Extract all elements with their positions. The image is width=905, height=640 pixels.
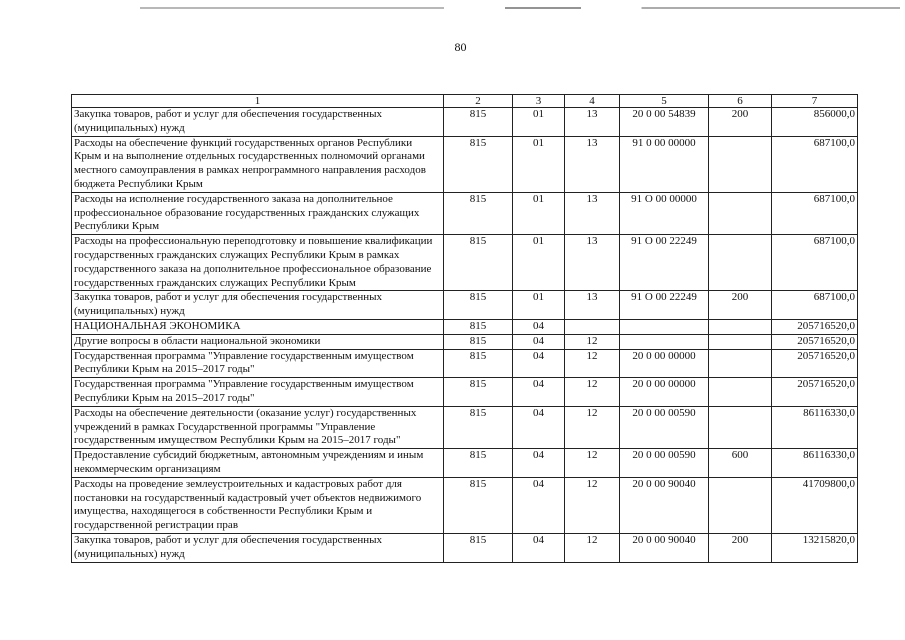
table-row: [72, 108, 858, 137]
row-name-cell: Закупка товаров, работ и услуг для обеспечения государственных (муниципальных) нужд: [72, 291, 444, 320]
amount-cell: 856000,0: [772, 108, 858, 137]
subsection-code-cell: 13: [565, 291, 620, 320]
section-code-cell: 04: [513, 533, 565, 562]
table-row: [72, 136, 858, 192]
subsection-code-cell: [565, 319, 620, 334]
table-row: [72, 319, 858, 334]
ministry-code-cell: 815: [444, 291, 513, 320]
amount-cell: 86116330,0: [772, 406, 858, 448]
amount-cell: 687100,0: [772, 192, 858, 234]
ministry-code-cell: 815: [444, 406, 513, 448]
target-article-cell: 91 О 00 22249: [620, 235, 709, 291]
subsection-code-cell: 13: [565, 235, 620, 291]
column-header: 6: [709, 95, 772, 108]
target-article-cell: 20 0 00 54839: [620, 108, 709, 137]
row-name-cell: Закупка товаров, работ и услуг для обеспечения государственных (муниципальных) нужд: [72, 108, 444, 137]
expense-type-cell: [709, 319, 772, 334]
subsection-code-cell: 13: [565, 136, 620, 192]
amount-cell: 13215820,0: [772, 533, 858, 562]
table-row: [72, 235, 858, 291]
subsection-code-cell: 12: [565, 334, 620, 349]
section-code-cell: 04: [513, 406, 565, 448]
expense-type-cell: [709, 235, 772, 291]
expense-type-cell: [709, 192, 772, 234]
table-row: [72, 192, 858, 234]
expense-type-cell: [709, 334, 772, 349]
column-header: 5: [620, 95, 709, 108]
amount-cell: 205716520,0: [772, 319, 858, 334]
target-article-cell: 91 О 00 22249: [620, 291, 709, 320]
row-name-cell: Расходы на обеспечение деятельности (оказание услуг) государственных учреждений в рамках Государственной программы "Управление государственным имуществом Республики Крым на 2015–2017 годы": [72, 406, 444, 448]
row-name-cell: Государственная программа "Управление государственным имуществом Республики Крым на 2015–2017 годы": [72, 349, 444, 378]
amount-cell: 687100,0: [772, 136, 858, 192]
section-code-cell: 01: [513, 192, 565, 234]
expense-type-cell: [709, 477, 772, 533]
ministry-code-cell: 815: [444, 449, 513, 478]
ministry-code-cell: 815: [444, 108, 513, 137]
row-name-cell: Расходы на проведение землеустроительных и кадастровых работ для постановки на государственный кадастровый учет объектов недвижимого имущества, находящегося в собственности Республики Крым и государственной регистрации прав: [72, 477, 444, 533]
table-row: [72, 449, 858, 478]
section-code-cell: 01: [513, 235, 565, 291]
row-name-cell: Расходы на обеспечение функций государственных органов Республики Крым и на выполнение отдельных государственных полномочий органами местного самоуправления в рамках непрограммного направления расходов бюджета Республики Крым: [72, 136, 444, 192]
amount-cell: 205716520,0: [772, 334, 858, 349]
ministry-code-cell: 815: [444, 319, 513, 334]
row-name-cell: Государственная программа "Управление государственным имуществом Республики Крым на 2015–2017 годы": [72, 378, 444, 407]
table-row: [72, 334, 858, 349]
expense-type-cell: 200: [709, 533, 772, 562]
section-code-cell: 01: [513, 108, 565, 137]
row-name-cell: Расходы на исполнение государственного заказа на дополнительное профессиональное образование государственных гражданских служащих Республики Крым: [72, 192, 444, 234]
target-article-cell: [620, 319, 709, 334]
amount-cell: 205716520,0: [772, 378, 858, 407]
ministry-code-cell: 815: [444, 378, 513, 407]
row-name-cell: Закупка товаров, работ и услуг для обеспечения государственных (муниципальных) нужд: [72, 533, 444, 562]
column-number-row: [72, 95, 858, 108]
amount-cell: 41709800,0: [772, 477, 858, 533]
expense-type-cell: 200: [709, 108, 772, 137]
table-row: [72, 406, 858, 448]
expense-type-cell: 200: [709, 291, 772, 320]
row-name-cell: Предоставление субсидий бюджетным, автономным учреждениям и иным некоммерческим организациям: [72, 449, 444, 478]
budget-table-body: [72, 108, 858, 563]
section-code-cell: 04: [513, 449, 565, 478]
section-code-cell: 04: [513, 349, 565, 378]
expense-type-cell: [709, 378, 772, 407]
amount-cell: 687100,0: [772, 291, 858, 320]
ministry-code-cell: 815: [444, 192, 513, 234]
row-name-cell: Расходы на профессиональную переподготовку и повышение квалификации государственных гражданских служащих Республики Крым в рамках государственного заказа на дополнительное профессиональное образование государственных гражданских служащих Республики Крым: [72, 235, 444, 291]
budget-table: [71, 94, 858, 563]
subsection-code-cell: 12: [565, 406, 620, 448]
section-code-cell: 04: [513, 319, 565, 334]
column-header: 2: [444, 95, 513, 108]
subsection-code-cell: 12: [565, 349, 620, 378]
section-code-cell: 04: [513, 378, 565, 407]
table-row: [72, 533, 858, 562]
row-name-cell: Другие вопросы в области национальной экономики: [72, 334, 444, 349]
row-name-cell: НАЦИОНАЛЬНАЯ ЭКОНОМИКА: [72, 319, 444, 334]
section-code-cell: 04: [513, 477, 565, 533]
amount-cell: 687100,0: [772, 235, 858, 291]
ministry-code-cell: 815: [444, 235, 513, 291]
amount-cell: 205716520,0: [772, 349, 858, 378]
ministry-code-cell: 815: [444, 334, 513, 349]
ministry-code-cell: 815: [444, 349, 513, 378]
section-code-cell: 01: [513, 136, 565, 192]
ministry-code-cell: 815: [444, 533, 513, 562]
scan-edge-artifact: [140, 7, 900, 9]
target-article-cell: 20 0 00 00590: [620, 406, 709, 448]
target-article-cell: 91 О 00 00000: [620, 192, 709, 234]
column-header: 1: [72, 95, 444, 108]
subsection-code-cell: 13: [565, 108, 620, 137]
subsection-code-cell: 13: [565, 192, 620, 234]
target-article-cell: 91 0 00 00000: [620, 136, 709, 192]
ministry-code-cell: 815: [444, 477, 513, 533]
column-header: 7: [772, 95, 858, 108]
table-row: [72, 291, 858, 320]
table-row: [72, 349, 858, 378]
target-article-cell: 20 0 00 90040: [620, 477, 709, 533]
target-article-cell: [620, 334, 709, 349]
target-article-cell: 20 0 00 00590: [620, 449, 709, 478]
target-article-cell: 20 0 00 90040: [620, 533, 709, 562]
table-row: [72, 378, 858, 407]
subsection-code-cell: 12: [565, 449, 620, 478]
subsection-code-cell: 12: [565, 477, 620, 533]
expense-type-cell: [709, 136, 772, 192]
column-header: 4: [565, 95, 620, 108]
expense-type-cell: [709, 349, 772, 378]
subsection-code-cell: 12: [565, 378, 620, 407]
page-number: 80: [454, 40, 467, 54]
ministry-code-cell: 815: [444, 136, 513, 192]
expense-type-cell: [709, 406, 772, 448]
table-row: [72, 477, 858, 533]
expense-type-cell: 600: [709, 449, 772, 478]
amount-cell: 86116330,0: [772, 449, 858, 478]
target-article-cell: 20 0 00 00000: [620, 378, 709, 407]
target-article-cell: 20 0 00 00000: [620, 349, 709, 378]
subsection-code-cell: 12: [565, 533, 620, 562]
column-header: 3: [513, 95, 565, 108]
section-code-cell: 04: [513, 334, 565, 349]
section-code-cell: 01: [513, 291, 565, 320]
